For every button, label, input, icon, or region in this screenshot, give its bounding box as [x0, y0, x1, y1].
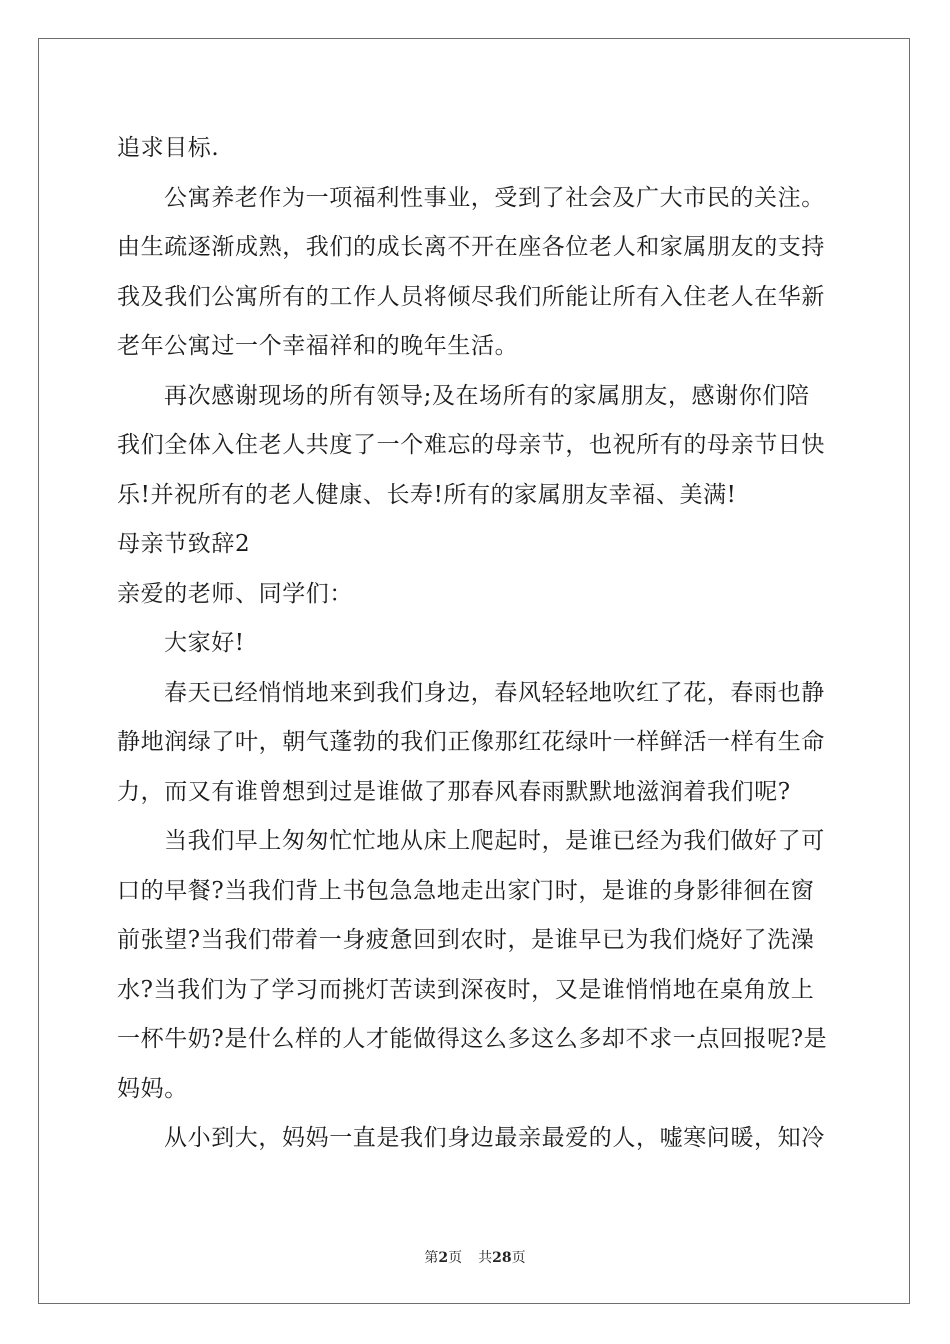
footer-total-prefix: 共 — [478, 1250, 493, 1266]
footer-page-prefix: 第 — [424, 1250, 439, 1266]
salutation: 亲爱的老师、同学们： — [117, 580, 353, 607]
text-line: 妈妈。 — [117, 1075, 188, 1102]
paragraph-start: 再次感谢现场的所有领导;及在场所有的家属朋友，感谢你们陪 — [164, 382, 810, 409]
text-line: 我及我们公寓所有的工作人员将倾尽我们所能让所有入住老人在华新 — [117, 283, 825, 310]
text-line: 前张望?当我们带着一身疲惫回到农时，是谁早已为我们烧好了洗澡 — [117, 927, 815, 953]
paragraph-start: 春天已经悄悄地来到我们身边，春风轻轻地吹红了花，春雨也静 — [164, 679, 825, 706]
greeting: 大家好! — [164, 630, 245, 656]
text-line: 追求目标. — [117, 135, 220, 161]
text-line: 静地润绿了叶，朝气蓬勃的我们正像那红花绿叶一样鲜活一样有生命 — [117, 729, 825, 755]
text-line: 由生疏逐渐成熟，我们的成长离不开在座各位老人和家属朋友的支持 — [117, 234, 825, 260]
text-line: 水?当我们为了学习而挑灯苦读到深夜时，又是谁悄悄地在桌角放上 — [117, 976, 815, 1003]
text-line: 一杯牛奶?是什么样的人才能做得这么多这么多却不求一点回报呢?是 — [117, 1026, 828, 1052]
paragraph-start: 当我们早上匆匆忙忙地从床上爬起时，是谁已经为我们做好了可 — [164, 828, 825, 854]
page-footer — [0, 1247, 950, 1267]
footer-page-suffix: 页 — [448, 1250, 463, 1266]
section-title: 母亲节致辞2 — [117, 531, 251, 557]
text-line: 力，而又有谁曾想到过是谁做了那春风春雨默默地滋润着我们呢? — [117, 778, 791, 805]
footer-total-pages: 28 — [492, 1250, 512, 1266]
paragraph-start: 公寓养老作为一项福利性事业，受到了社会及广大市民的关注。 — [164, 184, 825, 211]
paragraph-start: 从小到大，妈妈一直是我们身边最亲最爱的人，嘘寒问暖，知冷 — [164, 1125, 825, 1151]
text-line: 老年公寓过一个幸福祥和的晚年生活。 — [117, 333, 519, 359]
footer-total-suffix: 页 — [511, 1250, 526, 1266]
text-line: 口的早餐?当我们背上书包急急地走出家门时，是谁的身影徘徊在窗 — [117, 877, 815, 904]
text-line: 我们全体入住老人共度了一个难忘的母亲节，也祝所有的母亲节日快 — [117, 432, 825, 458]
text-line: 乐!并祝所有的老人健康、长寿!所有的家属朋友幸福、美满! — [117, 481, 737, 508]
footer-page-number: 2 — [438, 1250, 449, 1266]
document-body — [117, 124, 833, 1164]
